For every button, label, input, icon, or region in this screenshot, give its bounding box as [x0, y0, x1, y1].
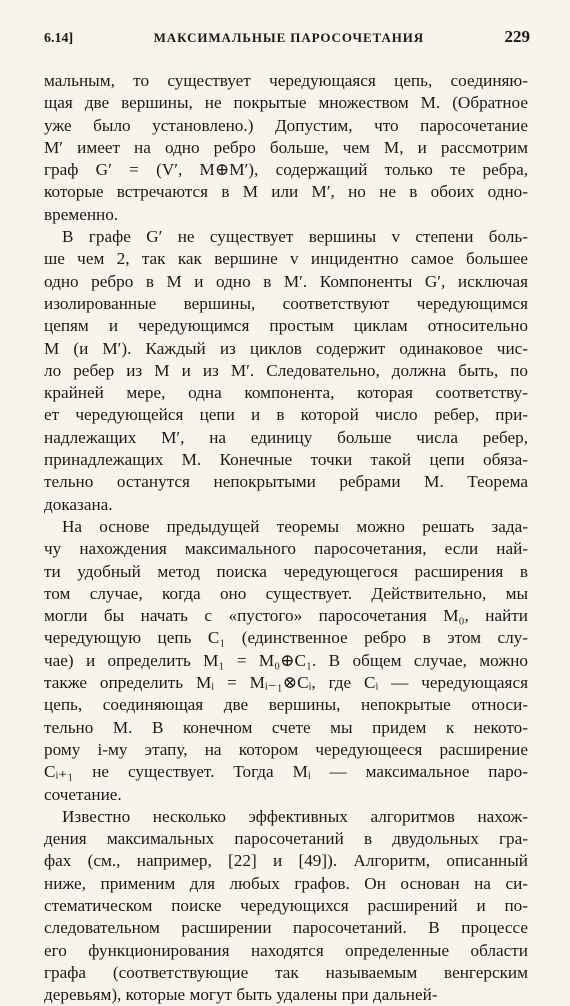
text-line: графа (соответствующие так называемым венгерским	[44, 962, 528, 982]
text-line: также определить Mᵢ = Mᵢ₋₁⊗Cᵢ, где Cᵢ — чередующаяся	[44, 673, 528, 693]
body-text	[44, 70, 528, 1006]
text-line: Cᵢ₊₁ не существует. Тогда Mᵢ — максимальное паро-	[44, 762, 528, 782]
text-line: стематическом поиске чередующихся расширений и по-	[44, 895, 528, 915]
text-line: чередующую цепь C₁ (единственное ребро в этом слу-	[44, 628, 528, 648]
text-line: ниже, применим для любых графов. Он основан на си-	[44, 873, 528, 893]
text-line: цепь, соединяющая две вершины, непокрытые относи-	[44, 695, 528, 715]
text-line: чае) и определить M₁ = M₀⊕C₁. В общем случае, можно	[44, 650, 528, 670]
page-number: 229	[504, 27, 530, 46]
text-line: временно.	[44, 204, 119, 224]
text-line: доказана.	[44, 494, 113, 514]
text-line: надлежащих M′, на единицу больше числа ребер,	[44, 427, 528, 447]
text-line: граф G′ = (V′, M⊕M′), содержащий только те ребра,	[44, 160, 528, 180]
paragraph	[44, 226, 528, 516]
text-line: щая две вершины, не покрытые множеством M. (Обратное	[44, 93, 528, 113]
text-line: Известно несколько эффективных алгоритмов нахож-	[62, 806, 528, 826]
text-line: принадлежащих M. Конечные точки такой цепи обяза-	[44, 450, 528, 470]
text-line: ти удобный метод поиска чередующегося расширения в	[44, 561, 528, 581]
text-line: дения максимальных паросочетаний в двудольных гра-	[44, 829, 528, 849]
running-title: МАКСИМАЛЬНЫЕ ПАРОСОЧЕТАНИЯ	[153, 30, 425, 45]
text-line: сочетание.	[44, 784, 122, 804]
text-line: ше чем 2, так как вершине v инцидентно самое большее	[44, 249, 528, 269]
text-line: фах (см., например, [22] и [49]). Алгоритм, описанный	[44, 851, 528, 871]
text-line: M′ имеет на одно ребро больше, чем M, и рассмотрим	[44, 137, 528, 157]
text-line: тельно останутся непокрытыми ребрами M. Теорема	[44, 472, 528, 492]
text-line: ет чередующейся цепи и в которой число ребер, при-	[44, 405, 528, 425]
running-header	[44, 27, 530, 51]
text-line: крайней мере, одна компонента, которая соответству-	[44, 383, 528, 403]
text-line: могли бы начать с «пустого» паросочетания M₀, найти	[44, 606, 528, 626]
text-line: одно ребро в M и одно в M′. Компоненты G′, исключая	[44, 271, 528, 291]
paragraph	[44, 516, 528, 806]
text-line: цепям и чередующимся простым циклам относительно	[44, 316, 528, 336]
text-line: следовательном расширении паросочетаний. В процессе	[44, 918, 528, 938]
text-line: которые встречаются в M или M′, но не в обоих одно-	[44, 182, 528, 202]
paragraph	[44, 70, 528, 226]
text-line: деревьям), которые могут быть удалены при дальней-	[44, 985, 438, 1005]
text-line: тельно M. В конечном счете мы придем к некото-	[44, 717, 528, 737]
text-line: уже было установлено.) Допустим, что паросочетание	[44, 115, 528, 135]
text-line: мальным, то существует чередующаяся цепь, соединяю-	[44, 71, 528, 90]
text-line: рому i-му этапу, на котором чередующееся расширение	[44, 739, 528, 759]
text-line: том случае, когда оно существует. Действительно, мы	[44, 583, 528, 603]
text-line: В графе G′ не существует вершины v степени боль-	[62, 227, 528, 247]
text-line: изолированные вершины, соответствуют чередующимся	[44, 293, 528, 313]
paragraph	[44, 806, 528, 1006]
text-line: чу нахождения максимального паросочетания, если най-	[44, 539, 528, 559]
text-line: ло ребер из M и из M′. Следовательно, должна быть, по	[44, 360, 528, 380]
text-line: M (и M′). Каждый из циклов содержит одинаковое чис-	[44, 338, 528, 358]
text-line: На основе предыдущей теоремы можно решать зада-	[62, 516, 528, 536]
section-number: 6.14]	[44, 31, 74, 46]
text-line: его функционирования находятся определенные области	[44, 940, 528, 960]
